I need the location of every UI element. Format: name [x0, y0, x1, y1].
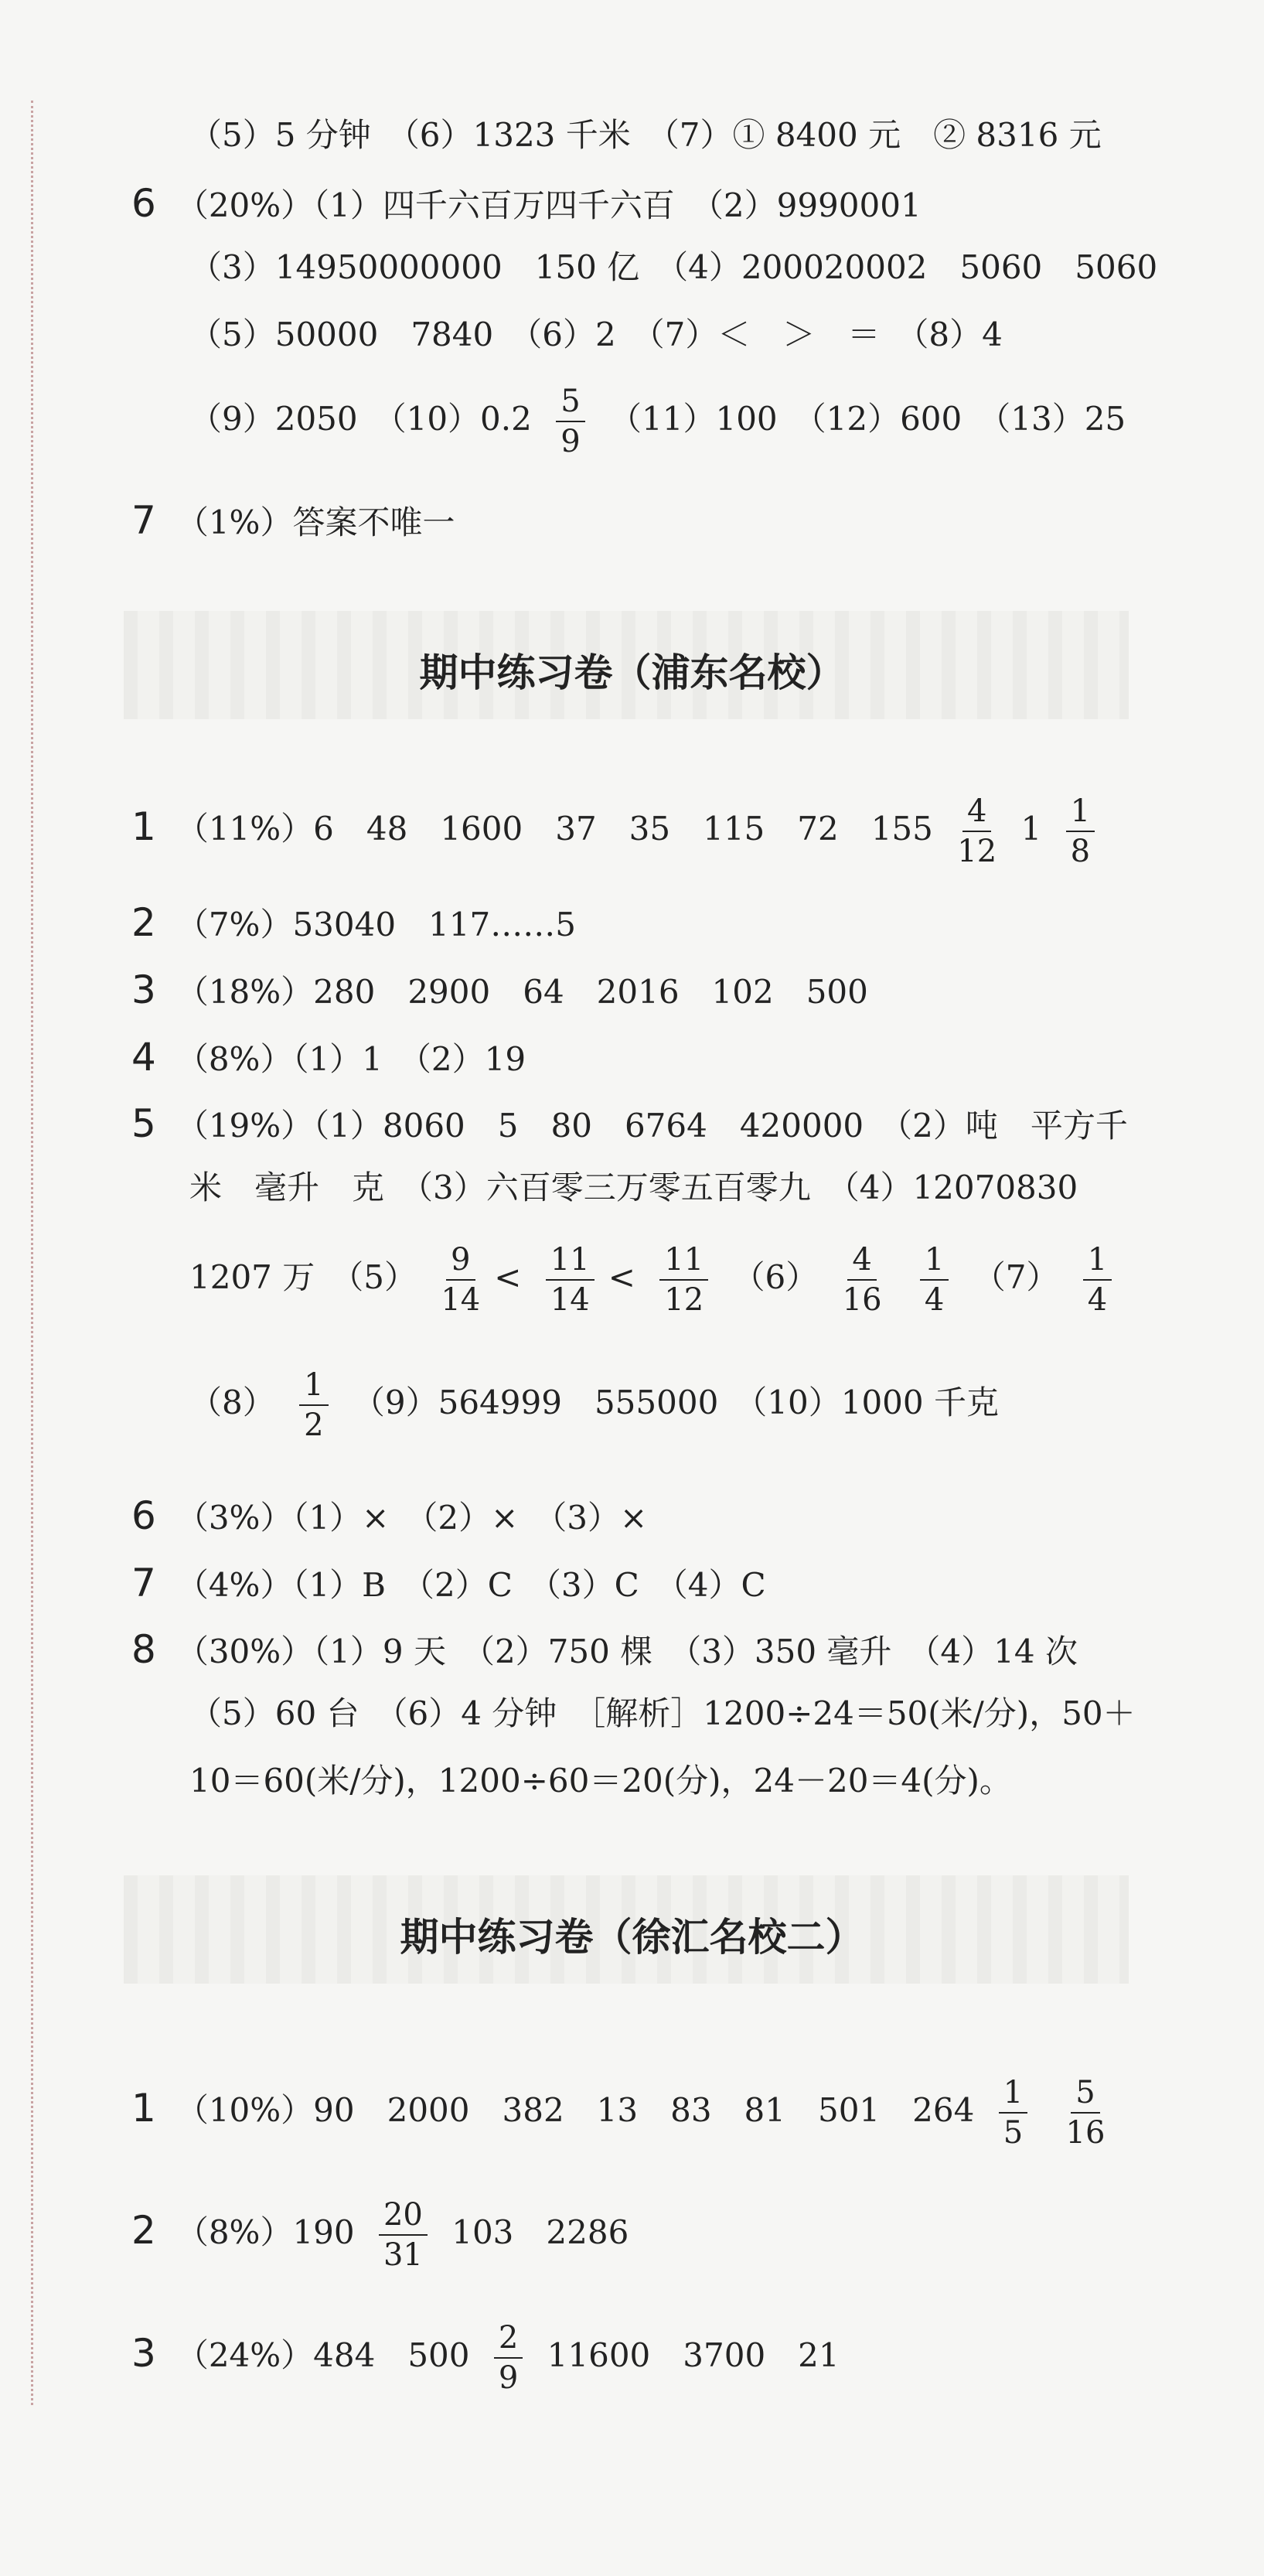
answer-line: [131, 2322, 840, 2394]
answer-text: （30%）（1）9 天 （2）750 棵 （3）350 毫升 （4）14 次: [175, 1633, 1078, 1670]
question-number: 3: [131, 2331, 156, 2376]
fraction: [957, 795, 997, 868]
fraction: [659, 1244, 708, 1316]
answer-line: [131, 900, 576, 945]
answer-line: [131, 1493, 648, 1538]
question-number: 6: [131, 181, 156, 226]
answer-line: [189, 385, 1126, 458]
answer-text: （8%）（1）1 （2）19: [175, 1040, 526, 1078]
denominator: 16: [1065, 2115, 1106, 2151]
section-title: 期中练习卷（徐汇名校二）: [400, 1915, 864, 1960]
answer-text: （24%）484 500: [175, 2336, 470, 2374]
fraction: [1066, 795, 1095, 868]
answer-line: [131, 1561, 766, 1605]
answer-text: （4%）（1）B （2）C （3）C （4）C: [175, 1566, 766, 1604]
answer-line: [131, 1101, 1128, 1146]
denominator: 2: [304, 1407, 324, 1443]
fraction: [379, 2199, 428, 2271]
answer-line: [131, 2199, 629, 2271]
answer-line: [189, 1369, 999, 1442]
denominator: 31: [383, 2237, 423, 2273]
question-number: 1: [131, 804, 156, 849]
denominator: 12: [957, 834, 997, 869]
fraction: [556, 385, 584, 458]
answer-text: （6）: [732, 1258, 819, 1296]
answer-text: 11600 3700 21: [547, 2336, 840, 2374]
section-title: 期中练习卷（浦东名校）: [419, 650, 845, 695]
answer-text: （10%）90 2000 382 13 83 81 501 264: [175, 2091, 975, 2129]
fraction: [299, 1369, 328, 1442]
denominator: 8: [1070, 834, 1091, 869]
denominator: 4: [924, 1282, 945, 1318]
answer-text: （8）: [189, 1384, 275, 1421]
denominator: 9: [498, 2360, 519, 2396]
answer-line: [189, 1762, 1012, 1800]
fraction: [494, 2322, 523, 2394]
question-number: 2: [131, 2208, 156, 2253]
numerator: 1: [1066, 795, 1095, 832]
numerator: 1: [1083, 1244, 1112, 1281]
numerator: 4: [962, 795, 991, 832]
answer-text: （1%）答案不唯一: [175, 503, 455, 541]
numerator: 1: [920, 1244, 949, 1281]
answer-text: 1: [1020, 810, 1042, 848]
answer-line: [189, 316, 1003, 353]
answer-line: [189, 1694, 1136, 1732]
less-than-sign: <: [494, 1258, 522, 1296]
question-number: 4: [131, 1035, 156, 1080]
numerator: 1: [999, 2076, 1027, 2114]
answer-line: [131, 498, 455, 543]
fraction: [441, 1244, 480, 1316]
answer-text: （19%）（1）8060 5 80 6764 420000 （2）吨 平方千: [175, 1107, 1128, 1145]
denominator: 5: [1003, 2115, 1024, 2151]
numerator: 5: [556, 385, 584, 422]
answer-text: 米 毫升 克 （3）六百零三万零五百零九 （4）12070830: [189, 1169, 1078, 1206]
question-number: 2: [131, 900, 156, 945]
numerator: 11: [659, 1244, 708, 1281]
question-number: 7: [131, 1561, 156, 1605]
answer-text: （5）60 台 （6）4 分钟 ［解析］1200÷24＝50(米/分)，50＋: [189, 1694, 1136, 1732]
numerator: 4: [847, 1244, 876, 1281]
fraction: [546, 1244, 595, 1316]
denominator: 4: [1087, 1282, 1108, 1318]
answer-text: （11%）6 48 1600 37 35 115 72 155: [175, 810, 933, 848]
answer-text: 103 2286: [451, 2213, 629, 2251]
denominator: 12: [664, 1282, 704, 1318]
answer-text: （20%）（1）四千六百万四千六百 （2）9990001: [175, 186, 922, 224]
answer-text: （11）100 （12）600 （13）25: [609, 400, 1126, 438]
answer-text: （7）: [973, 1258, 1059, 1296]
numerator: 1: [299, 1369, 328, 1406]
answer-line: [189, 1244, 1126, 1316]
answer-text: 10＝60(米/分)，1200÷60＝20(分)，24－20＝4(分)。: [189, 1762, 1012, 1800]
answer-text: （5）50000 7840 （6）2 （7）＜ ＞ ＝ （8）4: [189, 316, 1003, 353]
denominator: 16: [842, 1282, 882, 1318]
fraction: [999, 2076, 1027, 2149]
numerator: 2: [494, 2322, 523, 2359]
fraction: [920, 1244, 949, 1316]
fraction: [1083, 1244, 1112, 1316]
numerator: 20: [379, 2199, 428, 2236]
answer-text: （3%）（1）× （2）× （3）×: [175, 1499, 648, 1537]
answer-text: （8%）190: [175, 2213, 355, 2251]
answer-line: [131, 795, 1109, 868]
answer-text: （18%）280 2900 64 2016 102 500: [175, 973, 868, 1011]
answer-text: （9）2050 （10）0.2: [189, 400, 532, 438]
answer-line: [131, 1627, 1078, 1672]
answer-line: [189, 248, 1158, 286]
answer-line: [189, 116, 1102, 154]
question-number: 6: [131, 1493, 156, 1538]
answer-line: [131, 1035, 526, 1080]
answer-text: （7%）53040 117……5: [175, 906, 576, 943]
answer-line: [189, 1169, 1078, 1206]
numerator: 9: [446, 1244, 475, 1281]
less-than-sign: <: [608, 1258, 635, 1296]
denominator: 14: [550, 1282, 590, 1318]
question-number: 7: [131, 498, 156, 543]
denominator: 14: [441, 1282, 481, 1318]
answer-text: （9）564999 555000 （10）1000 千克: [352, 1384, 999, 1421]
question-number: 3: [131, 967, 156, 1012]
question-number: 5: [131, 1101, 156, 1146]
question-number: 1: [131, 2086, 156, 2131]
numerator: 11: [546, 1244, 595, 1281]
answer-line: [131, 967, 868, 1012]
denominator: 9: [560, 424, 581, 459]
answer-text: 1207 万 （5）: [189, 1258, 417, 1296]
fraction: [1066, 2076, 1106, 2149]
answer-text: （3）14950000000 150 亿 （4）200020002 5060 5060: [189, 248, 1158, 286]
answer-line: [131, 2076, 1119, 2149]
fraction: [843, 1244, 882, 1316]
answer-line: [131, 181, 922, 226]
numerator: 5: [1071, 2076, 1099, 2114]
answer-text: （5）5 分钟 （6）1323 千米 （7）① 8400 元 ② 8316 元: [189, 116, 1102, 154]
question-number: 8: [131, 1627, 156, 1672]
binding-margin-line: [31, 101, 33, 2405]
